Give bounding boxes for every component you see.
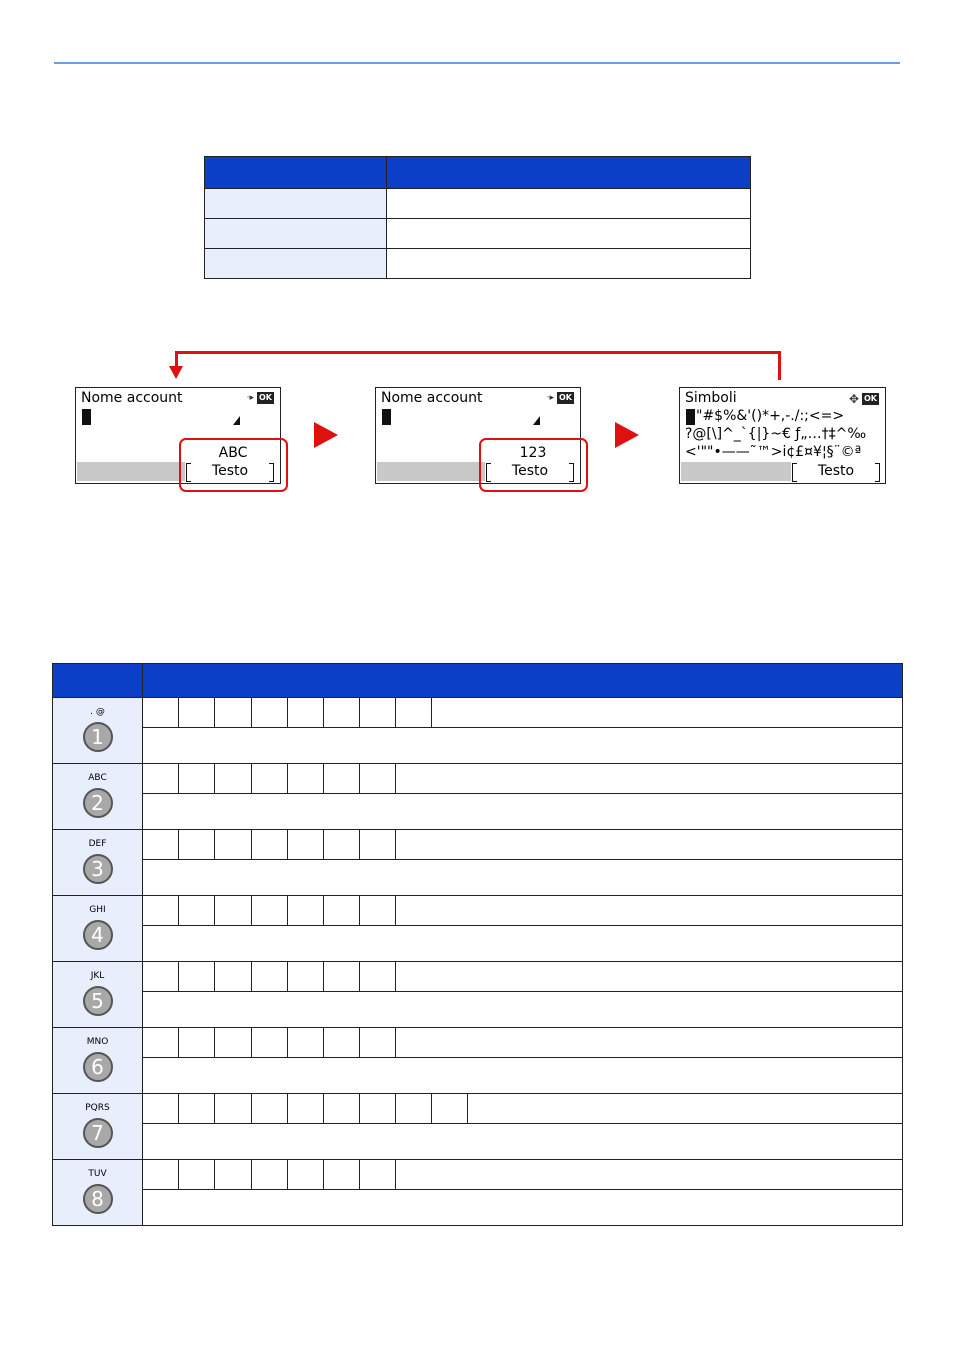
char-cell [324,896,360,926]
char-cell [288,1160,324,1190]
char-cell [252,962,288,992]
char-cell [324,764,360,794]
char-cell [179,1160,215,1190]
char-cell [252,764,288,794]
char-cell [143,764,179,794]
key-note [143,794,903,830]
key-digit-icon: 8 [83,1184,113,1214]
key-digit-icon: 3 [83,854,113,884]
text-cursor [686,409,695,425]
flow-line-horizontal [175,351,781,354]
char-cell [360,764,396,794]
softkey-bar [681,462,791,481]
char-cell [215,764,252,794]
char-cell [143,1094,179,1124]
highlight-box [179,438,288,492]
softkey-testo[interactable] [792,462,880,481]
key-note [143,1190,903,1226]
softkey-bar [377,462,485,481]
key-letters: DEF [88,839,107,849]
lcd-status-icons [247,392,274,404]
softkey-label: Testo [511,463,549,479]
ok-icon: OK [259,393,272,402]
keypad-table [52,663,903,1226]
lcd-title: Nome account [381,390,483,406]
key-5 [53,962,143,1028]
key-note [143,926,903,962]
char-cell [324,830,360,860]
key-digit-icon: 1 [83,722,113,752]
char-cell [143,896,179,926]
next-arrow-icon [314,422,338,448]
text-cursor [82,409,91,425]
char-cell [288,896,324,926]
char-cell [143,830,179,860]
char-cell-empty [396,896,903,926]
table-row [53,962,903,992]
char-cell [360,698,396,728]
char-cell [252,1160,288,1190]
table-row [53,764,903,794]
key-digit-icon: 6 [83,1052,113,1082]
lcd-title: Simboli [685,390,737,406]
char-cell-empty [432,698,903,728]
char-cell [288,1094,324,1124]
char-cell [396,1094,432,1124]
char-cell-empty [396,764,903,794]
four-way-arrow-icon: ✥ [848,392,859,406]
key-note [143,1058,903,1094]
softkey-label: Testo [817,463,855,479]
table-row [53,896,903,926]
char-cell [143,698,179,728]
char-cell [252,830,288,860]
input-mode-label: ABC [218,445,248,461]
table-row [205,249,751,279]
input-mode-label: 123 [519,445,547,461]
char-cell [324,1160,360,1190]
char-cell [324,1094,360,1124]
key-3 [53,830,143,896]
softkey-bar [77,462,185,481]
lcd-title: Nome account [81,390,183,406]
char-cell-empty [396,1028,903,1058]
lcd-status-icons [547,392,574,404]
key-6 [53,1028,143,1094]
char-cell [324,698,360,728]
char-cell [360,1094,396,1124]
table-row [205,189,751,219]
key-2 [53,764,143,830]
char-cell [143,1160,179,1190]
char-cell-empty [396,1160,903,1190]
char-cell [143,962,179,992]
char-cell [324,962,360,992]
ok-icon: OK [559,393,572,402]
key-8 [53,1160,143,1226]
key-note [143,992,903,1028]
char-cell [288,1028,324,1058]
key-letters: PQRS [85,1103,110,1113]
text-cursor [382,409,391,425]
signal-icon [533,416,540,425]
key-4 [53,896,143,962]
key-letters: GHI [89,905,106,915]
table-row [53,1190,903,1226]
char-cell [179,962,215,992]
symbol-row-1: "#$%&'()*+,-./:;<=> [696,408,845,424]
table-row [53,992,903,1028]
key-note [143,860,903,896]
lcd-screen-123 [375,387,581,484]
lcd-screen-symbols [679,387,886,484]
key-note [143,728,903,764]
ok-icon: OK [864,394,877,403]
char-cell [252,698,288,728]
key-letters: JKL [90,971,105,981]
key-letters: ABC [88,773,107,783]
key-digit-icon: 4 [83,920,113,950]
char-cell [179,1028,215,1058]
table-row [53,860,903,896]
char-cell [252,1094,288,1124]
char-cell [324,1028,360,1058]
table-row [53,926,903,962]
flow-line-vertical-right [778,352,781,380]
char-cell [360,896,396,926]
header-rule [54,62,900,64]
key-letters: MNO [86,1037,109,1047]
char-cell [179,830,215,860]
char-cell [360,962,396,992]
table-row [53,1028,903,1058]
symbol-row-2: ?@[\]^_`{|}~€ ƒ„…†‡^‰ [685,426,867,442]
key-digit-icon: 2 [83,788,113,818]
key-digit-icon: 7 [83,1118,113,1148]
char-cell-empty [396,830,903,860]
table-row [53,1094,903,1124]
table-row [53,1124,903,1160]
char-cell [215,1094,252,1124]
key-7 [53,1094,143,1160]
flow-arrowhead [169,366,183,379]
char-cell [252,896,288,926]
char-cell [179,698,215,728]
char-cell [215,1028,252,1058]
key-letters: . @ [90,707,105,717]
char-cell [215,698,252,728]
table-row [53,1058,903,1094]
table-row [53,794,903,830]
table-row [53,728,903,764]
char-cell [215,830,252,860]
lcd-status-icons [849,392,879,406]
char-cell [252,1028,288,1058]
table-row [53,1160,903,1190]
key-1 [53,698,143,764]
key-digit-icon: 5 [83,986,113,1016]
char-cell [215,896,252,926]
char-cell [288,962,324,992]
char-cell [360,1028,396,1058]
char-cell [360,1160,396,1190]
char-cell [288,764,324,794]
char-cell [179,1094,215,1124]
table-row [53,830,903,860]
char-cell [396,698,432,728]
symbol-row-3: <'""•——˜™>i¢£¤¥¦§¨©ª [685,444,862,460]
arrow-right-icon: ·▸ [546,393,554,403]
char-cell [288,698,324,728]
softkey-label: Testo [211,463,249,479]
char-cell-empty [468,1094,903,1124]
keypad-table-header [53,664,903,698]
char-cell [215,1160,252,1190]
mode-table [204,156,751,279]
table-row [53,698,903,728]
lcd-screen-abc [75,387,281,484]
key-note [143,1124,903,1160]
key-letters: TUV [88,1169,107,1179]
next-arrow-icon [615,422,639,448]
char-cell [179,764,215,794]
highlight-box [479,438,588,492]
char-cell [360,830,396,860]
table-row [205,219,751,249]
arrow-right-icon: ·▸ [246,393,254,403]
char-cell [215,962,252,992]
signal-icon [233,416,240,425]
mode-table-header [205,157,751,189]
char-cell [179,896,215,926]
char-cell [288,830,324,860]
char-cell [432,1094,468,1124]
char-cell-empty [396,962,903,992]
char-cell [143,1028,179,1058]
